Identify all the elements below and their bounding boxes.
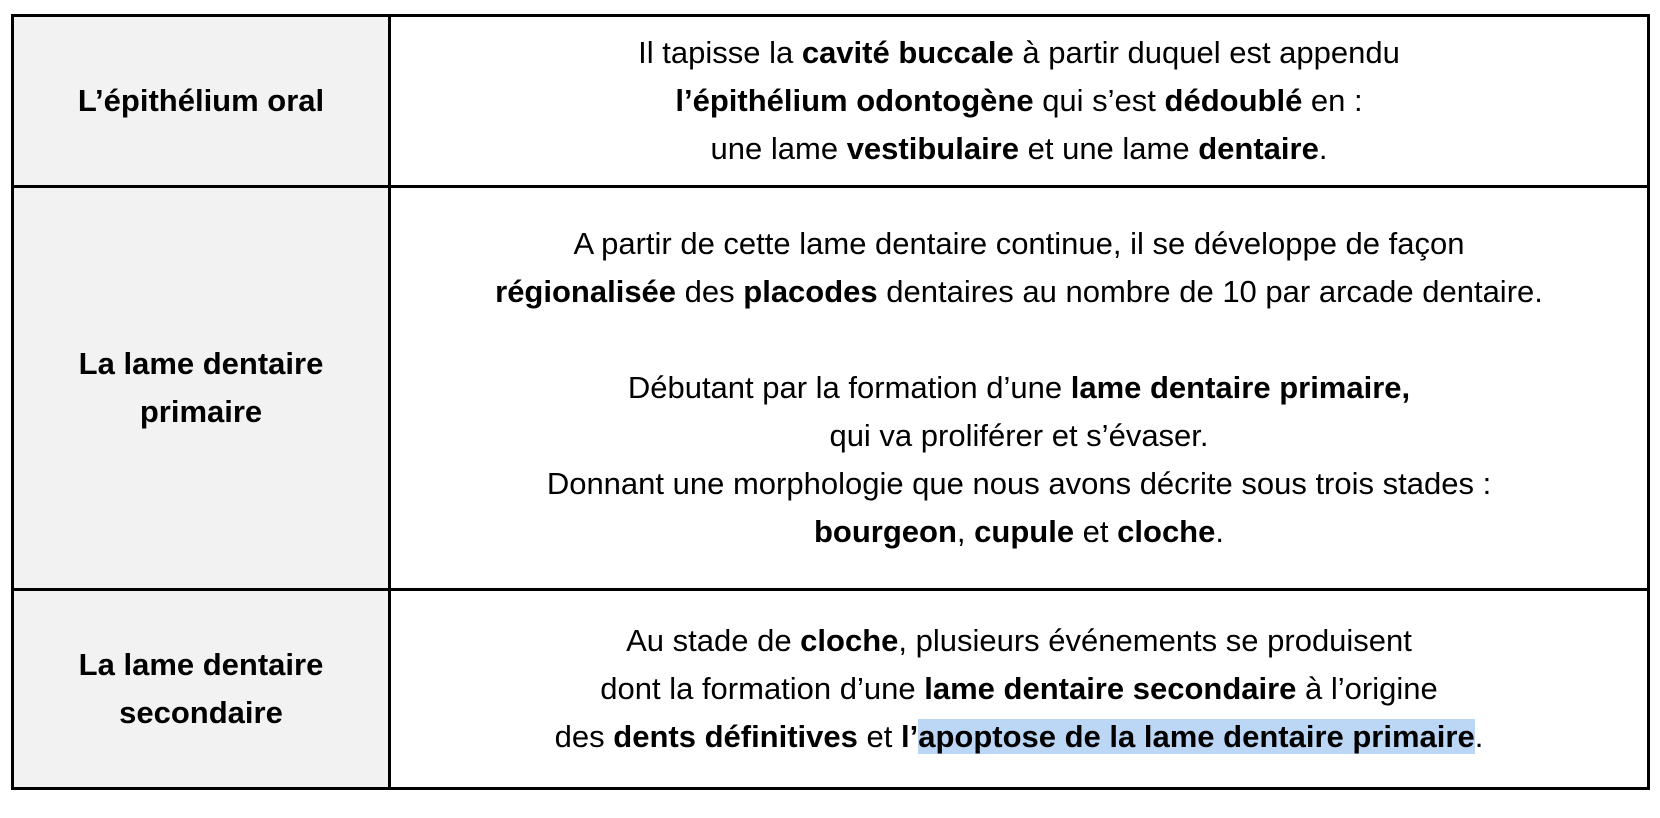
bold-term: dédoublé [1164, 83, 1303, 118]
text-run: une lame [710, 131, 847, 166]
content-line [391, 268, 1647, 316]
row-label-cell [13, 16, 390, 187]
text-run: à partir duquel est appendu [1013, 35, 1400, 70]
text-run: . [1215, 514, 1224, 549]
content-line [391, 125, 1647, 173]
bold-term: dentaire [1198, 131, 1319, 166]
content-line [391, 220, 1647, 268]
text-run: Débutant par la formation d’une [627, 370, 1071, 405]
row-label-text: primaire [139, 394, 263, 429]
text-run: , [956, 514, 975, 549]
text-run: des [554, 719, 614, 754]
row-content-cell [390, 590, 1649, 789]
paragraph-gap [391, 316, 1647, 364]
table-row [13, 16, 1649, 187]
row-label-text: secondaire [119, 695, 283, 730]
text-run: dentaires au nombre de 10 par arcade dentaire. [877, 274, 1543, 309]
bold-term: l’épithélium odontogène [675, 83, 1034, 118]
table-row [13, 187, 1649, 590]
row-label-cell [13, 187, 390, 590]
text-run: . [1474, 719, 1484, 754]
bold-term: cupule [974, 514, 1075, 549]
bold-term: cloche [1117, 514, 1216, 549]
content-line [391, 77, 1647, 125]
text-run: Il tapisse la [638, 35, 802, 70]
content-line [391, 412, 1647, 460]
content-line [391, 29, 1647, 77]
content-line [391, 713, 1647, 761]
text-run: et [1074, 514, 1118, 549]
bold-term: lame dentaire secondaire [924, 671, 1297, 706]
text-run: Au stade de [626, 623, 801, 658]
content-line [391, 617, 1647, 665]
bold-term: placodes [743, 274, 878, 309]
text-run: Donnant une morphologie que nous avons décrite sous trois stades : [546, 466, 1492, 501]
row-label-text: L’épithélium oral [77, 83, 325, 118]
bold-term: cavité buccale [801, 35, 1014, 70]
content-line [391, 460, 1647, 508]
text-run: . [1318, 131, 1328, 166]
content-line [391, 508, 1647, 556]
text-run: et [857, 719, 901, 754]
row-content-cell [390, 187, 1649, 590]
row-content-cell [390, 16, 1649, 187]
text-run: des [676, 274, 744, 309]
content-line [391, 665, 1647, 713]
bold-term: cloche [800, 623, 899, 658]
content-line [391, 364, 1647, 412]
text-run: en : [1302, 83, 1363, 118]
bold-term: dents définitives [613, 719, 858, 754]
text-run: et une lame [1019, 131, 1199, 166]
row-label-text: La lame dentaire [78, 647, 324, 682]
table-row [13, 590, 1649, 789]
row-label-cell [13, 590, 390, 789]
bold-term: régionalisée [495, 274, 677, 309]
text-run: à l’origine [1296, 671, 1438, 706]
text-run: , plusieurs événements se produisent [898, 623, 1412, 658]
text-run: dont la formation d’une [600, 671, 925, 706]
dental-lamina-table [11, 14, 1650, 790]
text-run: A partir de cette lame dentaire continue, il se développe de façon [573, 226, 1465, 261]
row-label-text: La lame dentaire [78, 346, 324, 381]
bold-term: bourgeon [814, 514, 957, 549]
bold-term: lame dentaire primaire, [1070, 370, 1411, 405]
bold-term: vestibulaire [846, 131, 1019, 166]
bold-term: l’ [900, 719, 919, 754]
text-run: qui va proliférer et s’évaser. [829, 418, 1209, 453]
text-run: qui s’est [1033, 83, 1165, 118]
highlighted-text: apoptose de la lame dentaire primaire [918, 719, 1475, 754]
